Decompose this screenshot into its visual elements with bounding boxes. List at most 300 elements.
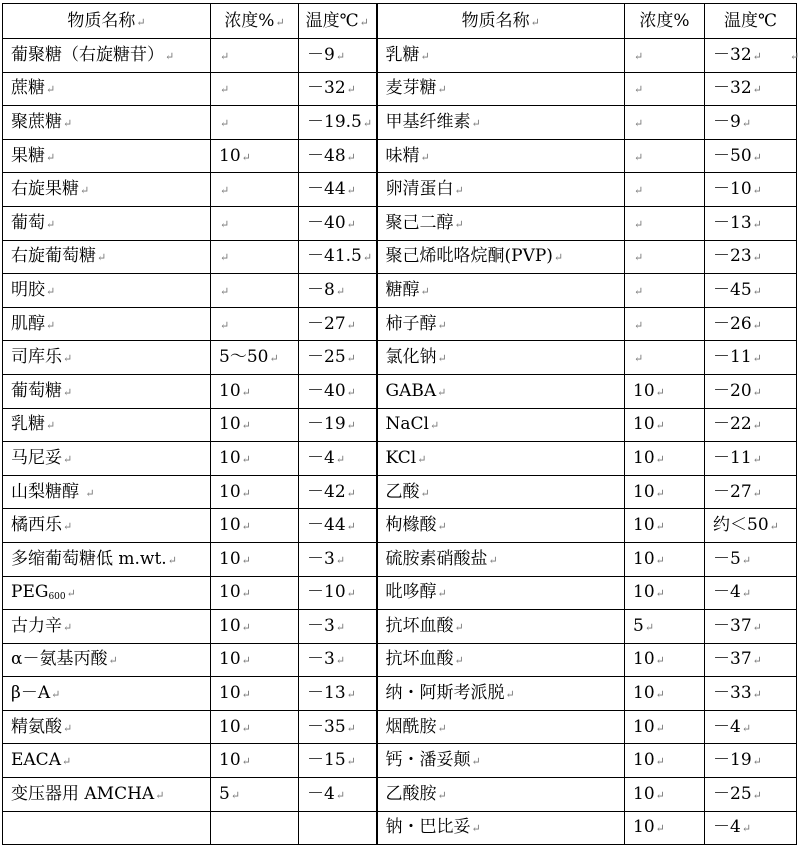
temperature-cell xyxy=(705,610,797,644)
substance-name-cell xyxy=(377,811,625,845)
substance-name-cell xyxy=(377,710,625,744)
substance-name-text: 葡萄 xyxy=(11,212,45,233)
concentration-text: 10 xyxy=(219,414,241,435)
temperature-text: －13 xyxy=(713,212,752,233)
substance-name-text: 聚己二醇 xyxy=(385,212,454,233)
header-temperature-2 xyxy=(705,4,797,39)
paragraph-mark: ↵ xyxy=(752,251,762,265)
concentration-cell xyxy=(625,744,705,778)
substance-name-cell xyxy=(377,374,625,408)
concentration-cell xyxy=(625,677,705,711)
paragraph-mark: ↵ xyxy=(454,184,464,198)
concentration-cell xyxy=(211,307,299,341)
paragraph-mark: ↵ xyxy=(530,15,540,29)
substance-name-text: KCl xyxy=(385,447,417,468)
substance-name-cell xyxy=(377,139,625,173)
substance-name-cell xyxy=(3,509,211,543)
paragraph-mark: ↵ xyxy=(471,116,481,130)
paragraph-mark: ↵ xyxy=(241,452,251,466)
temperature-cell xyxy=(299,778,377,812)
temperature-cell xyxy=(299,744,377,778)
concentration-cell xyxy=(211,576,299,610)
temperature-text: －3 xyxy=(307,649,335,670)
concentration-cell xyxy=(211,173,299,207)
temperature-cell xyxy=(299,274,377,308)
paragraph-mark: ↵ xyxy=(51,688,61,702)
concentration-cell xyxy=(625,710,705,744)
substance-name-text: 右旋葡萄糖 xyxy=(11,246,96,267)
substance-name-cell xyxy=(377,475,625,509)
paragraph-mark: ↵ xyxy=(335,553,346,567)
header-label: 浓度% xyxy=(639,10,690,31)
table-row xyxy=(3,643,797,677)
temperature-text: －4 xyxy=(307,447,335,468)
paragraph-mark: ↵ xyxy=(634,83,644,97)
paragraph-mark: ↵ xyxy=(335,284,346,298)
table-row xyxy=(3,274,797,308)
concentration-cell xyxy=(625,475,705,509)
concentration-text: 10 xyxy=(633,716,655,737)
paragraph-mark: ↵ xyxy=(752,788,762,802)
paragraph-mark: ↵ xyxy=(241,620,251,634)
concentration-text: 10 xyxy=(633,414,655,435)
header-substance-name-2 xyxy=(377,4,625,39)
temperature-cell xyxy=(705,576,797,610)
substance-name-cell xyxy=(377,542,625,576)
concentration-cell xyxy=(211,677,299,711)
substance-name-cell xyxy=(377,778,625,812)
concentration-cell xyxy=(625,307,705,341)
paragraph-mark: ↵ xyxy=(63,116,73,130)
substance-name-cell xyxy=(377,206,625,240)
substance-name-cell xyxy=(3,811,211,845)
substance-name-cell xyxy=(3,374,211,408)
substance-name-cell xyxy=(3,206,211,240)
temperature-text: －15 xyxy=(307,750,346,771)
paragraph-mark: ↵ xyxy=(61,755,72,769)
paragraph-mark: ↵ xyxy=(346,217,356,231)
concentration-text: 10 xyxy=(219,582,241,603)
substance-name-text: 柿子醇 xyxy=(385,313,437,334)
temperature-cell xyxy=(299,710,377,744)
paragraph-mark: ↵ xyxy=(655,688,665,702)
temperature-text: －19 xyxy=(713,750,752,771)
temperature-cell xyxy=(705,341,797,375)
temperature-cell xyxy=(705,106,797,140)
concentration-text: 5 xyxy=(633,615,644,636)
substance-name-cell xyxy=(377,442,625,476)
substance-name-text: 蔗糖 xyxy=(11,78,45,99)
substance-name-text: 肌醇 xyxy=(11,313,45,334)
paragraph-mark: ↵ xyxy=(752,284,762,298)
paragraph-mark: ↵ xyxy=(220,284,230,298)
concentration-text: 10 xyxy=(219,615,241,636)
table-row xyxy=(3,442,797,476)
substance-name-cell xyxy=(377,643,625,677)
temperature-text: －32 xyxy=(713,78,752,99)
temperature-cell xyxy=(705,307,797,341)
temperature-cell xyxy=(299,576,377,610)
table-row xyxy=(3,106,797,140)
temperature-text: －11 xyxy=(713,447,752,468)
substance-name-text: 枸橼酸 xyxy=(385,515,437,536)
paragraph-mark: ↵ xyxy=(488,553,498,567)
paragraph-mark: ↵ xyxy=(634,217,644,231)
table-row xyxy=(3,811,797,845)
temperature-cell xyxy=(705,475,797,509)
header-label: 温度℃ xyxy=(723,10,778,31)
temperature-cell xyxy=(705,206,797,240)
substance-name-cell xyxy=(3,106,211,140)
paragraph-mark: ↵ xyxy=(346,184,356,198)
concentration-cell xyxy=(211,778,299,812)
paragraph-mark: ↵ xyxy=(437,721,447,735)
paragraph-mark: ↵ xyxy=(505,688,515,702)
concentration-cell xyxy=(625,206,705,240)
paragraph-mark: ↵ xyxy=(634,251,644,265)
substance-name-text: α－氨基丙酸 xyxy=(11,649,108,670)
paragraph-mark: ↵ xyxy=(437,318,447,332)
substance-name-text: 右旋果糖 xyxy=(11,179,79,200)
temperature-text: －42 xyxy=(307,481,346,502)
substance-name-text: 明胶 xyxy=(11,279,45,300)
paragraph-mark: ↵ xyxy=(46,83,56,97)
concentration-text: 5～50 xyxy=(219,347,269,368)
concentration-cell xyxy=(625,576,705,610)
paragraph-mark: ↵ xyxy=(655,553,665,567)
table-row xyxy=(3,374,797,408)
concentration-text: 10 xyxy=(633,380,655,401)
temperature-cell xyxy=(299,307,377,341)
temperature-cell xyxy=(299,542,377,576)
paragraph-mark: ↵ xyxy=(359,15,369,29)
concentration-cell xyxy=(211,408,299,442)
substance-name-text: 葡聚糖（右旋糖苷） xyxy=(11,44,164,65)
paragraph-mark: ↵ xyxy=(741,587,752,601)
concentration-cell xyxy=(211,39,299,73)
temperature-text: －41.5 xyxy=(307,246,362,267)
concentration-text: 10 xyxy=(219,481,241,502)
temperature-text: －5 xyxy=(713,548,741,569)
temperature-text: －27 xyxy=(307,313,346,334)
paragraph-mark: ↵ xyxy=(655,419,665,433)
temperature-cell xyxy=(705,710,797,744)
paragraph-mark: ↵ xyxy=(752,688,762,702)
temperature-cell xyxy=(299,442,377,476)
paragraph-mark: ↵ xyxy=(46,318,56,332)
paragraph-mark: ↵ xyxy=(220,83,230,97)
header-temperature xyxy=(299,4,377,39)
temperature-cell xyxy=(299,643,377,677)
substance-name-cell xyxy=(377,509,625,543)
paragraph-mark: ↵ xyxy=(752,385,762,399)
paragraph-mark: ↵ xyxy=(346,520,356,534)
table-row xyxy=(3,710,797,744)
concentration-cell xyxy=(625,106,705,140)
substance-name-text: 硫胺素硝酸盐 xyxy=(385,548,488,569)
paragraph-mark: ↵ xyxy=(655,822,665,836)
substance-name-cell xyxy=(3,173,211,207)
paragraph-mark: ↵ xyxy=(136,15,146,29)
paragraph-mark: ↵ xyxy=(420,284,430,298)
paragraph-mark: ↵ xyxy=(63,352,73,366)
paragraph-mark: ↵ xyxy=(346,688,356,702)
concentration-cell xyxy=(625,240,705,274)
temperature-text: －4 xyxy=(713,582,741,603)
substance-name-text: 纳・阿斯考派脱 xyxy=(385,683,505,704)
paragraph-mark: ↵ xyxy=(429,419,440,433)
paragraph-mark: ↵ xyxy=(752,318,762,332)
substance-name-cell xyxy=(3,442,211,476)
substance-name-text: 乙酸 xyxy=(385,481,420,502)
temperature-cell xyxy=(705,39,800,73)
substance-name-text: 钙・潘妥颠 xyxy=(385,750,471,771)
header-label: 浓度% xyxy=(224,10,275,31)
paragraph-mark: ↵ xyxy=(46,419,56,433)
header-concentration-2 xyxy=(625,4,705,39)
temperature-text: －22 xyxy=(713,414,752,435)
paragraph-mark: ↵ xyxy=(634,352,644,366)
substance-name-cell xyxy=(377,744,625,778)
paragraph-mark: ↵ xyxy=(63,520,73,534)
temperature-cell xyxy=(705,542,797,576)
paragraph-mark: ↵ xyxy=(655,385,665,399)
substance-name-cell xyxy=(3,341,211,375)
substance-name-text: 甲基纤维素 xyxy=(385,111,471,132)
paragraph-mark: ↵ xyxy=(417,452,427,466)
temperature-cell xyxy=(705,778,797,812)
temperature-text: －8 xyxy=(307,279,335,300)
paragraph-mark: ↵ xyxy=(634,116,644,130)
substance-name-text: 吡哆醇 xyxy=(385,582,437,603)
temperature-cell xyxy=(705,72,797,106)
substance-name-text: 抗坏血酸 xyxy=(385,615,454,636)
temperature-text: －10 xyxy=(713,179,752,200)
temperature-cell xyxy=(705,643,797,677)
temperature-text: －3 xyxy=(307,548,335,569)
temperature-text: －25 xyxy=(713,783,752,804)
concentration-cell xyxy=(211,206,299,240)
temperature-text: －19 xyxy=(307,414,346,435)
paragraph-mark: ↵ xyxy=(752,620,762,634)
substance-name-cell xyxy=(3,307,211,341)
paragraph-mark: ↵ xyxy=(346,419,356,433)
substance-name-text: 古力辛 xyxy=(11,615,62,636)
paragraph-mark: ↵ xyxy=(241,688,251,702)
substance-name-text: 氯化钠 xyxy=(385,347,437,368)
temperature-text: －19.5 xyxy=(307,111,362,132)
concentration-cell xyxy=(211,240,299,274)
paragraph-mark: ↵ xyxy=(85,486,95,500)
table-row xyxy=(3,206,797,240)
paragraph-mark: ↵ xyxy=(346,721,356,735)
substance-name-text: 糖醇 xyxy=(385,279,420,300)
concentration-cell xyxy=(625,442,705,476)
paragraph-mark: ↵ xyxy=(46,284,56,298)
paragraph-mark: ↵ xyxy=(241,486,251,500)
concentration-text: 10 xyxy=(219,515,241,536)
substance-name-text: PEG xyxy=(11,581,49,602)
substance-name-cell xyxy=(377,408,625,442)
concentration-text: 10 xyxy=(219,380,241,401)
paragraph-mark: ↵ xyxy=(220,116,230,130)
concentration-cell xyxy=(211,139,299,173)
table-row xyxy=(3,39,797,73)
temperature-cell xyxy=(299,610,377,644)
concentration-text: 10 xyxy=(633,515,655,536)
paragraph-mark: ↵ xyxy=(346,352,356,366)
temperature-cell xyxy=(299,39,377,73)
temperature-cell xyxy=(705,173,797,207)
paragraph-mark: ↵ xyxy=(346,83,356,97)
paragraph-mark: ↵ xyxy=(752,755,762,769)
paragraph-mark: ↵ xyxy=(346,587,356,601)
substance-name-text: EACA xyxy=(11,750,61,771)
temperature-text: －33 xyxy=(713,683,752,704)
paragraph-mark: ↵ xyxy=(220,217,230,231)
paragraph-mark: ↵ xyxy=(437,587,447,601)
header-label: 物质名称 xyxy=(67,10,136,31)
paragraph-mark: ↵ xyxy=(471,822,481,836)
temperature-cell xyxy=(299,106,377,140)
table-row xyxy=(3,72,797,106)
substance-name-text: 司库乐 xyxy=(11,347,62,368)
temperature-text: －37 xyxy=(713,649,752,670)
subscript: 600 xyxy=(48,591,66,602)
concentration-cell xyxy=(625,610,705,644)
substance-name-cell xyxy=(3,542,211,576)
substance-name-text: 聚己烯吡咯烷酮(PVP) xyxy=(385,246,553,267)
paragraph-mark: ↵ xyxy=(769,520,779,534)
substance-name-cell xyxy=(377,72,625,106)
substance-name-text: 聚蔗糖 xyxy=(11,111,62,132)
table-body xyxy=(3,39,800,845)
paragraph-mark: ↵ xyxy=(420,49,430,63)
concentration-cell xyxy=(625,72,705,106)
paragraph-mark: ↵ xyxy=(241,419,251,433)
temperature-text: －13 xyxy=(307,683,346,704)
table-row xyxy=(3,576,797,610)
substance-name-text: 麦芽糖 xyxy=(385,78,437,99)
temperature-cell xyxy=(299,173,377,207)
concentration-text: 10 xyxy=(219,447,241,468)
substance-name-text: NaCl xyxy=(385,414,429,435)
paragraph-mark: ↵ xyxy=(752,217,762,231)
table-row xyxy=(3,677,797,711)
concentration-text: 10 xyxy=(633,750,655,771)
paragraph-mark: ↵ xyxy=(437,385,447,399)
temperature-text: －20 xyxy=(713,380,752,401)
header-label: 物质名称 xyxy=(461,10,530,31)
concentration-cell xyxy=(211,542,299,576)
paragraph-mark: ↵ xyxy=(437,788,447,802)
paragraph-mark: ↵ xyxy=(471,755,481,769)
concentration-text: 10 xyxy=(633,582,655,603)
temperature-text: －35 xyxy=(307,716,346,737)
temperature-cell xyxy=(705,509,797,543)
header-label: 温度℃ xyxy=(305,10,359,31)
concentration-cell xyxy=(211,509,299,543)
substance-name-text: 乳糖 xyxy=(385,44,420,65)
concentration-cell xyxy=(211,106,299,140)
table-row xyxy=(3,240,797,274)
concentration-text: 5 xyxy=(219,783,230,804)
concentration-cell xyxy=(625,374,705,408)
substance-name-text: 橘西乐 xyxy=(11,515,62,536)
paragraph-mark: ↵ xyxy=(752,419,762,433)
concentration-text: 10 xyxy=(219,145,241,166)
temperature-text: －4 xyxy=(713,716,741,737)
paragraph-mark: ↵ xyxy=(752,352,762,366)
table-row xyxy=(3,509,797,543)
concentration-cell xyxy=(625,778,705,812)
paragraph-mark: ↵ xyxy=(241,654,251,668)
substance-name-text: β－A xyxy=(11,683,51,704)
concentration-cell xyxy=(625,39,705,73)
substance-name-cell xyxy=(377,240,625,274)
temperature-text: 约＜50 xyxy=(713,515,769,536)
temperature-cell xyxy=(299,206,377,240)
paragraph-mark: ↵ xyxy=(335,49,346,63)
paragraph-mark: ↵ xyxy=(437,520,447,534)
substance-name-cell xyxy=(3,475,211,509)
temperature-text: －26 xyxy=(713,313,752,334)
paragraph-mark: ↵ xyxy=(752,184,762,198)
temperature-cell xyxy=(299,341,377,375)
paragraph-mark: ↵ xyxy=(655,721,665,735)
substance-name-cell xyxy=(3,710,211,744)
temperature-cell xyxy=(705,274,797,308)
temperature-cell xyxy=(705,811,797,845)
concentration-text: 10 xyxy=(633,447,655,468)
table-row xyxy=(3,307,797,341)
paragraph-mark: ↵ xyxy=(346,486,356,500)
substance-name-cell xyxy=(377,307,625,341)
paragraph-mark: ↵ xyxy=(454,654,464,668)
paragraph-mark: ↵ xyxy=(220,318,230,332)
paragraph-mark: ↵ xyxy=(655,788,665,802)
paragraph-mark: ↵ xyxy=(741,116,752,130)
paragraph-mark: ↵ xyxy=(362,116,373,130)
substance-name-text: 味精 xyxy=(385,145,420,166)
temperature-text: －10 xyxy=(307,582,346,603)
paragraph-mark: ↵ xyxy=(634,184,644,198)
temperature-text: －23 xyxy=(713,246,752,267)
paragraph-mark: ↵ xyxy=(241,150,251,164)
concentration-text: 10 xyxy=(633,548,655,569)
paragraph-mark: ↵ xyxy=(644,620,655,634)
paragraph-mark: ↵ xyxy=(437,352,447,366)
concentration-cell xyxy=(625,542,705,576)
concentration-cell xyxy=(211,274,299,308)
paragraph-mark: ↵ xyxy=(66,586,76,600)
paragraph-mark: ↵ xyxy=(275,15,285,29)
substance-name-cell xyxy=(377,610,625,644)
substance-name-cell xyxy=(3,274,211,308)
concentration-cell xyxy=(211,610,299,644)
concentration-cell xyxy=(211,72,299,106)
substance-name-text: 多缩葡萄糖低 m.wt. xyxy=(11,548,167,569)
temperature-text: －40 xyxy=(307,212,346,233)
temperature-cell xyxy=(299,509,377,543)
concentration-text: 10 xyxy=(219,683,241,704)
paragraph-mark: ↵ xyxy=(741,721,752,735)
paragraph-mark: ↵ xyxy=(241,520,251,534)
paragraph-mark: ↵ xyxy=(752,49,762,63)
paragraph-mark: ↵ xyxy=(634,318,644,332)
paragraph-mark: ↵ xyxy=(454,620,464,634)
paragraph-mark: ↵ xyxy=(362,251,373,265)
